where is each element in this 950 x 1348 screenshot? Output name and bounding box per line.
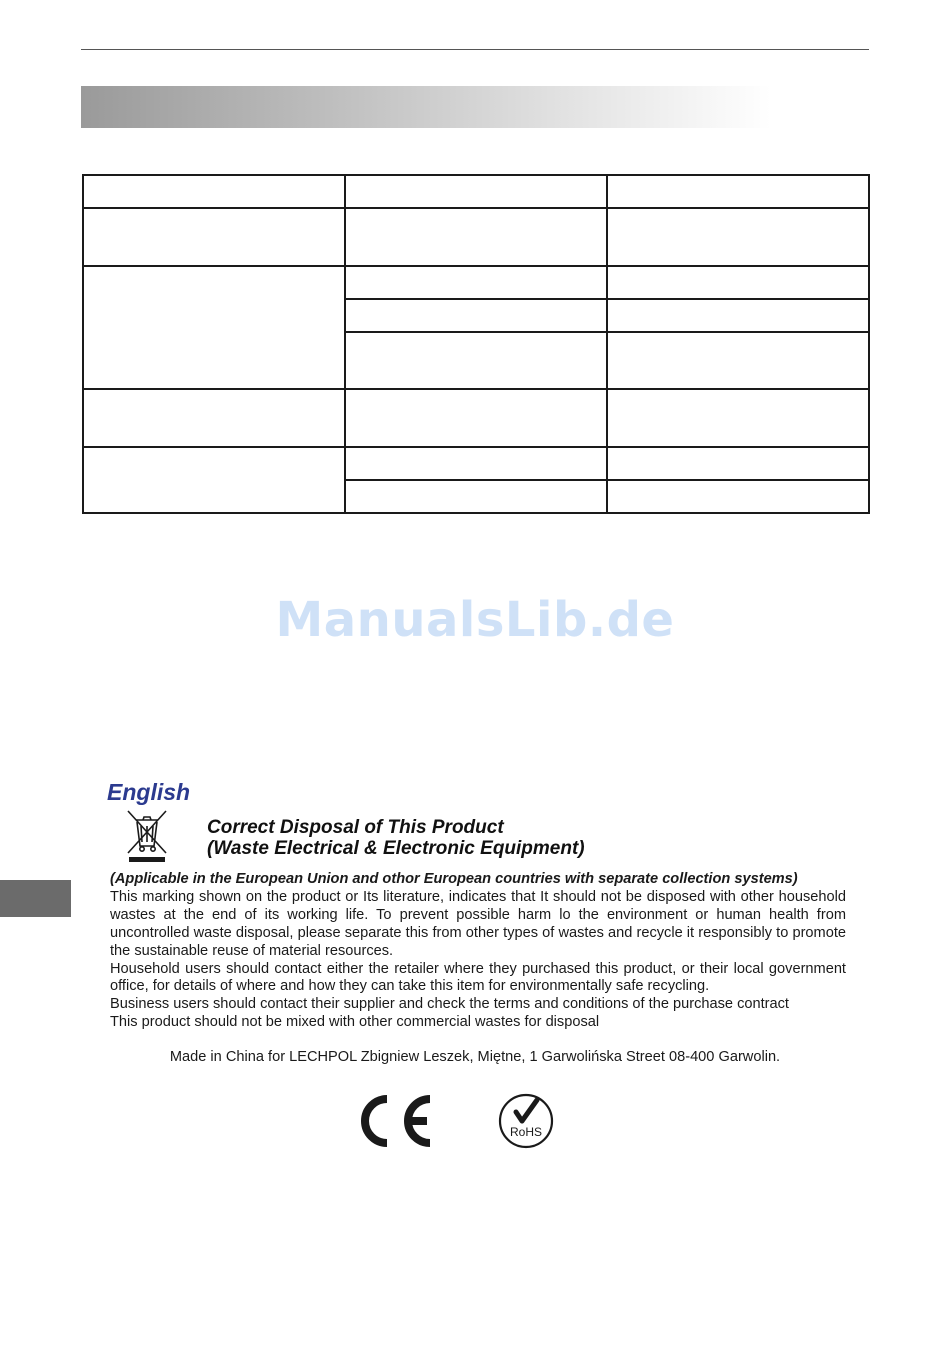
- table-cell: [345, 447, 607, 480]
- table-cell: [345, 332, 607, 389]
- table-cell: [607, 389, 869, 447]
- table-cell: [83, 389, 345, 447]
- side-language-tab: [0, 880, 71, 917]
- disposal-paragraph: This marking shown on the product or Its literature, indicates that It should not be disposed with other household wastes at the end of its working life. To prevent possible harm lo the environment or human health from uncontrolled waste disposal, please separate this from other types of wastes and recycle it responsibly to promote the sustainable reuse of material resources.: [110, 888, 846, 959]
- disposal-body: [110, 871, 846, 1032]
- table-row: [83, 175, 869, 208]
- table-cell: [345, 299, 607, 332]
- language-heading: English: [107, 779, 191, 805]
- table-cell: [607, 175, 869, 208]
- watermark: ManualsLib.de: [275, 592, 675, 648]
- table-cell: [83, 175, 345, 208]
- table-cell: [607, 208, 869, 266]
- disposal-paragraph: Household users should contact either the retailer where they purchased this product, or their local government office, for details of where and how they can take this item for environmentally safe recycling.: [110, 960, 846, 995]
- disposal-paragraph: This product should not be mixed with other commercial wastes for disposal: [110, 1014, 600, 1031]
- table-cell: [345, 480, 607, 513]
- rohs-label: RoHS: [509, 1125, 543, 1139]
- crossed-out-wheelie-bin-icon: [121, 808, 173, 864]
- top-divider: [81, 49, 869, 50]
- table-cell: [345, 266, 607, 299]
- ce-mark-icon: [359, 1094, 435, 1148]
- manufacturer-info: Made in China for LECHPOL Zbigniew Leszek, Miętne, 1 Garwolińska Street 08-400 Garwolin.: [169, 1049, 781, 1065]
- applicable-note: (Applicable in the European Union and othor European countries with separate collection systems): [110, 871, 798, 887]
- spec-table: [82, 174, 870, 514]
- rohs-icon: [497, 1092, 555, 1150]
- table-cell: [607, 480, 869, 513]
- disposal-title: [207, 817, 585, 859]
- table-row: [83, 389, 869, 447]
- table-row: [83, 447, 869, 480]
- table-row: [83, 266, 869, 299]
- section-header-band: [81, 86, 771, 128]
- table-row: [83, 208, 869, 266]
- table-cell: [83, 447, 345, 513]
- table-cell: [607, 332, 869, 389]
- table-cell: [345, 208, 607, 266]
- table-cell: [607, 447, 869, 480]
- table-cell: [345, 389, 607, 447]
- table-cell: [83, 208, 345, 266]
- disposal-paragraph: Business users should contact their supplier and check the terms and conditions of the purchase contract: [110, 996, 789, 1013]
- table-cell: [607, 266, 869, 299]
- disposal-title-line1: Correct Disposal of This Product: [207, 817, 504, 838]
- disposal-title-line2: (Waste Electrical & Electronic Equipment): [207, 838, 585, 859]
- table-cell: [345, 175, 607, 208]
- table-cell: [83, 266, 345, 389]
- table-cell: [607, 299, 869, 332]
